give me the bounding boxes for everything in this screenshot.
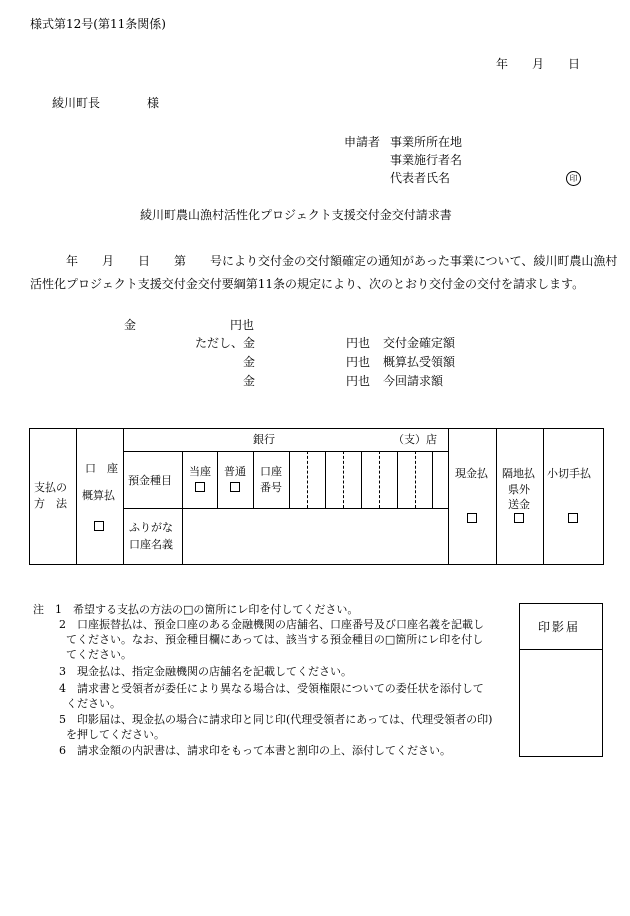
total-prefix: 金 <box>124 318 137 332</box>
document-title: 綾川町農山漁村活性化プロジェクト支援交付金交付請求書 <box>140 208 452 222</box>
checking-checkbox[interactable] <box>195 482 205 492</box>
row-prefix-2: 金 <box>243 355 256 369</box>
note-line: ください。 <box>66 697 121 710</box>
row-suffix-3: 円也 <box>346 374 371 388</box>
deposit-type-label: 預金種目 <box>128 474 172 487</box>
note-line: 注 1 希望する支払の方法の□の箇所にレ印を付してください。 <box>33 603 359 616</box>
row-prefix-3: 金 <box>243 374 256 388</box>
transfer-checkbox[interactable] <box>94 521 104 531</box>
remote-checkbox[interactable] <box>514 513 524 523</box>
row-label-3: 今回請求額 <box>383 374 444 388</box>
remote-label-3: 送金 <box>508 498 530 511</box>
account-no-label-1: 口座 <box>260 465 282 478</box>
furigana-label-2: 口座名義 <box>129 538 173 551</box>
branch-label: （支）店 <box>393 433 437 446</box>
method-label: 支払の 方 法 <box>34 481 67 510</box>
addressee-name: 綾川町長 <box>52 96 101 110</box>
note-line: 2 口座振替払は、預金口座のある金融機関の店舗名、口座番号及び口座名義を記載し <box>59 618 484 631</box>
cash-checkbox[interactable] <box>467 513 477 523</box>
check-checkbox[interactable] <box>568 513 578 523</box>
date-line: 年 月 日 <box>496 57 581 71</box>
account-no-label-2: 番号 <box>260 481 282 494</box>
furigana-label-1: ふりがな <box>129 521 173 534</box>
org-label: 事業施行者名 <box>390 153 463 167</box>
body-line-2: 活性化プロジェクト支援交付金交付要綱第11条の規定により、次のとおり交付金の交付を請求します。 <box>30 277 585 291</box>
body-line-1: 年 月 日 第 号により交付金の交付額確定の通知があった事業について、綾川町農山漁村 <box>66 254 618 268</box>
note-line: てください。 <box>66 648 132 661</box>
addressee-honorific: 様 <box>147 96 160 110</box>
note-line: 4 請求書と受領者が委任により異なる場合は、受領権限についての委任状を添付して <box>59 682 484 695</box>
note-line: 6 請求金額の内訳書は、請求印をもって本書と割印の上、添付してください。 <box>59 744 451 757</box>
row-label-1: 交付金確定額 <box>383 336 456 350</box>
check-label: 小切手払 <box>547 467 591 480</box>
remote-label-2: 県外 <box>508 483 530 496</box>
applicant-label: 申請者 <box>344 135 381 149</box>
note-line: 5 印影届は、現金払の場合に請求印と同じ印(代理受領者にあっては、代理受領者の印) <box>59 713 493 726</box>
seal-mark: 印 <box>566 171 581 186</box>
seal-box-label: 印影届 <box>538 620 581 634</box>
form-number: 様式第12号(第11条関係) <box>30 17 166 31</box>
remote-label-1: 隔地払 <box>502 467 535 480</box>
row-suffix-1: 円也 <box>346 336 371 350</box>
address-label: 事業所所在地 <box>390 135 463 149</box>
transfer-label-2: 概算払 <box>82 489 115 502</box>
row-suffix-2: 円也 <box>346 355 371 369</box>
note-line: てください。なお、預金種目欄にあっては、該当する預金種目の□箇所にレ印を付し <box>66 633 484 646</box>
total-suffix: 円也 <box>230 318 255 332</box>
breakdown-prefix: ただし、金 <box>195 336 256 350</box>
cash-label: 現金払 <box>455 467 488 480</box>
savings-checkbox[interactable] <box>230 482 240 492</box>
checking-label: 当座 <box>189 465 211 478</box>
row-label-2: 概算払受領額 <box>383 355 456 369</box>
note-line: 3 現金払は、指定金融機関の店舗名を記載してください。 <box>59 665 352 678</box>
savings-label: 普通 <box>224 465 246 478</box>
note-line: を押してください。 <box>66 728 165 741</box>
rep-label: 代表者氏名 <box>390 171 451 185</box>
bank-label: 銀行 <box>253 433 275 446</box>
transfer-label-1: 口 座 <box>85 462 118 475</box>
